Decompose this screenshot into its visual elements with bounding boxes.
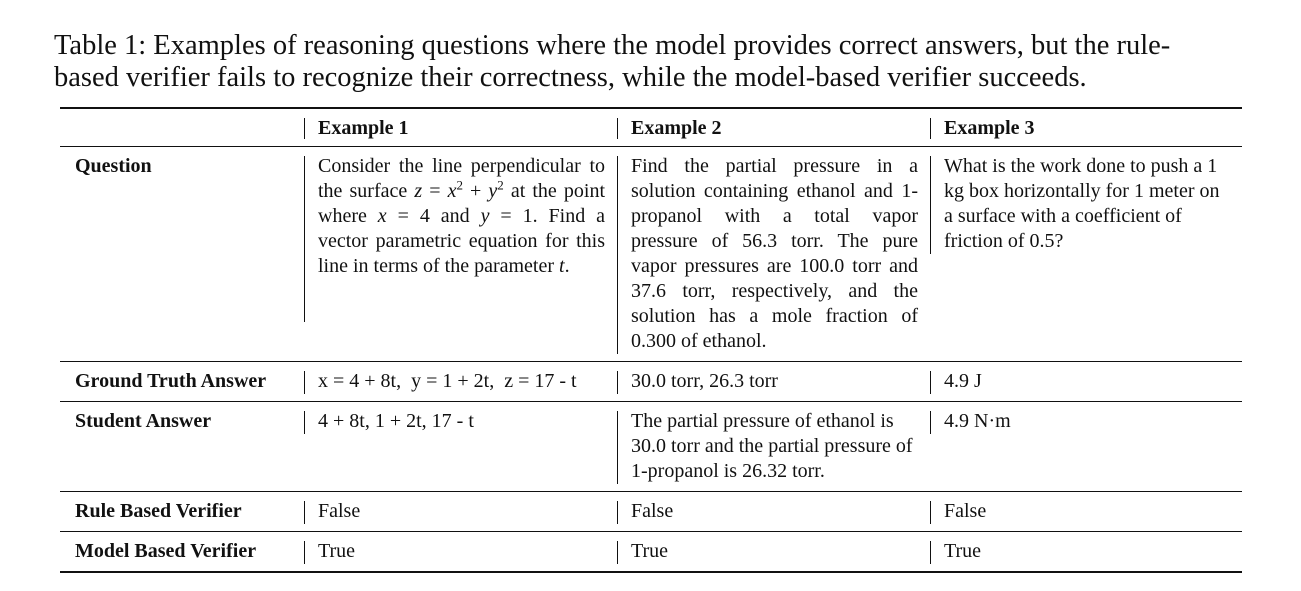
row-label-question: Question (75, 155, 152, 177)
student-answer-example-2: The partial pressure of ethanol is 30.0 torr and the partial pressure of 1-propanol is 26.32 torr. (617, 402, 930, 491)
results-table (60, 107, 1242, 573)
table-row-question (60, 147, 1242, 362)
table-header-row (60, 108, 1242, 147)
caption-line-1: Table 1: Examples of reasoning questions where the model provides correct answers, but the rule- (54, 30, 1171, 61)
caption-line-2: based verifier fails to recognize their correctness, while the model-based verifier succeeds. (54, 62, 1087, 93)
row-label-student-answer: Student Answer (75, 410, 212, 432)
table-row-ground-truth (60, 362, 1242, 402)
student-answer-example-1: 4 + 8t, 1 + 2t, 17 - t (304, 402, 617, 441)
question-example-2: Find the partial pressure in a solution containing ethanol and 1-propanol with a total vapor pressure of 56.3 torr. The pure vapor pressures are 100.0 torr and 37.6 torr, respectively, and the solution has a mole fraction of 0.300 of ethanol. (617, 147, 930, 361)
model-verifier-example-2: True (617, 532, 930, 571)
question-example-3: What is the work done to push a 1 kg box horizontally for 1 meter on a surface with a coefficient of friction of 0.5? (930, 147, 1242, 261)
student-answer-example-3: 4.9 N·m (930, 402, 1242, 441)
ground-truth-example-2: 30.0 torr, 26.3 torr (617, 362, 930, 401)
row-label-ground-truth: Ground Truth Answer (75, 370, 267, 392)
ground-truth-example-3: 4.9 J (930, 362, 1242, 401)
row-label-rule-verifier: Rule Based Verifier (75, 500, 242, 522)
question-example-1: Consider the line perpendicular to the surface $z = x^2 + y^2$ at the point where x = 4 and y = 1. Find a vector parametric equation for this line in terms of the parameter t. (304, 147, 617, 329)
ground-truth-example-1: x = 4 + 8t, y = 1 + 2t, z = 17 - t (304, 362, 617, 401)
header-example-3: Example 3 (930, 109, 1242, 146)
header-example-2: Example 2 (617, 109, 930, 146)
table-row-student-answer (60, 402, 1242, 492)
model-verifier-example-1: True (304, 532, 617, 571)
model-verifier-example-3: True (930, 532, 1242, 571)
table-row-rule-verifier (60, 492, 1242, 532)
rule-verifier-example-2: False (617, 492, 930, 531)
header-empty-cell (60, 109, 304, 121)
row-label-model-verifier: Model Based Verifier (75, 540, 257, 562)
table-caption (54, 30, 1254, 94)
table-row-model-verifier (60, 532, 1242, 573)
header-example-1: Example 1 (304, 109, 617, 146)
rule-verifier-example-3: False (930, 492, 1242, 531)
rule-verifier-example-1: False (304, 492, 617, 531)
